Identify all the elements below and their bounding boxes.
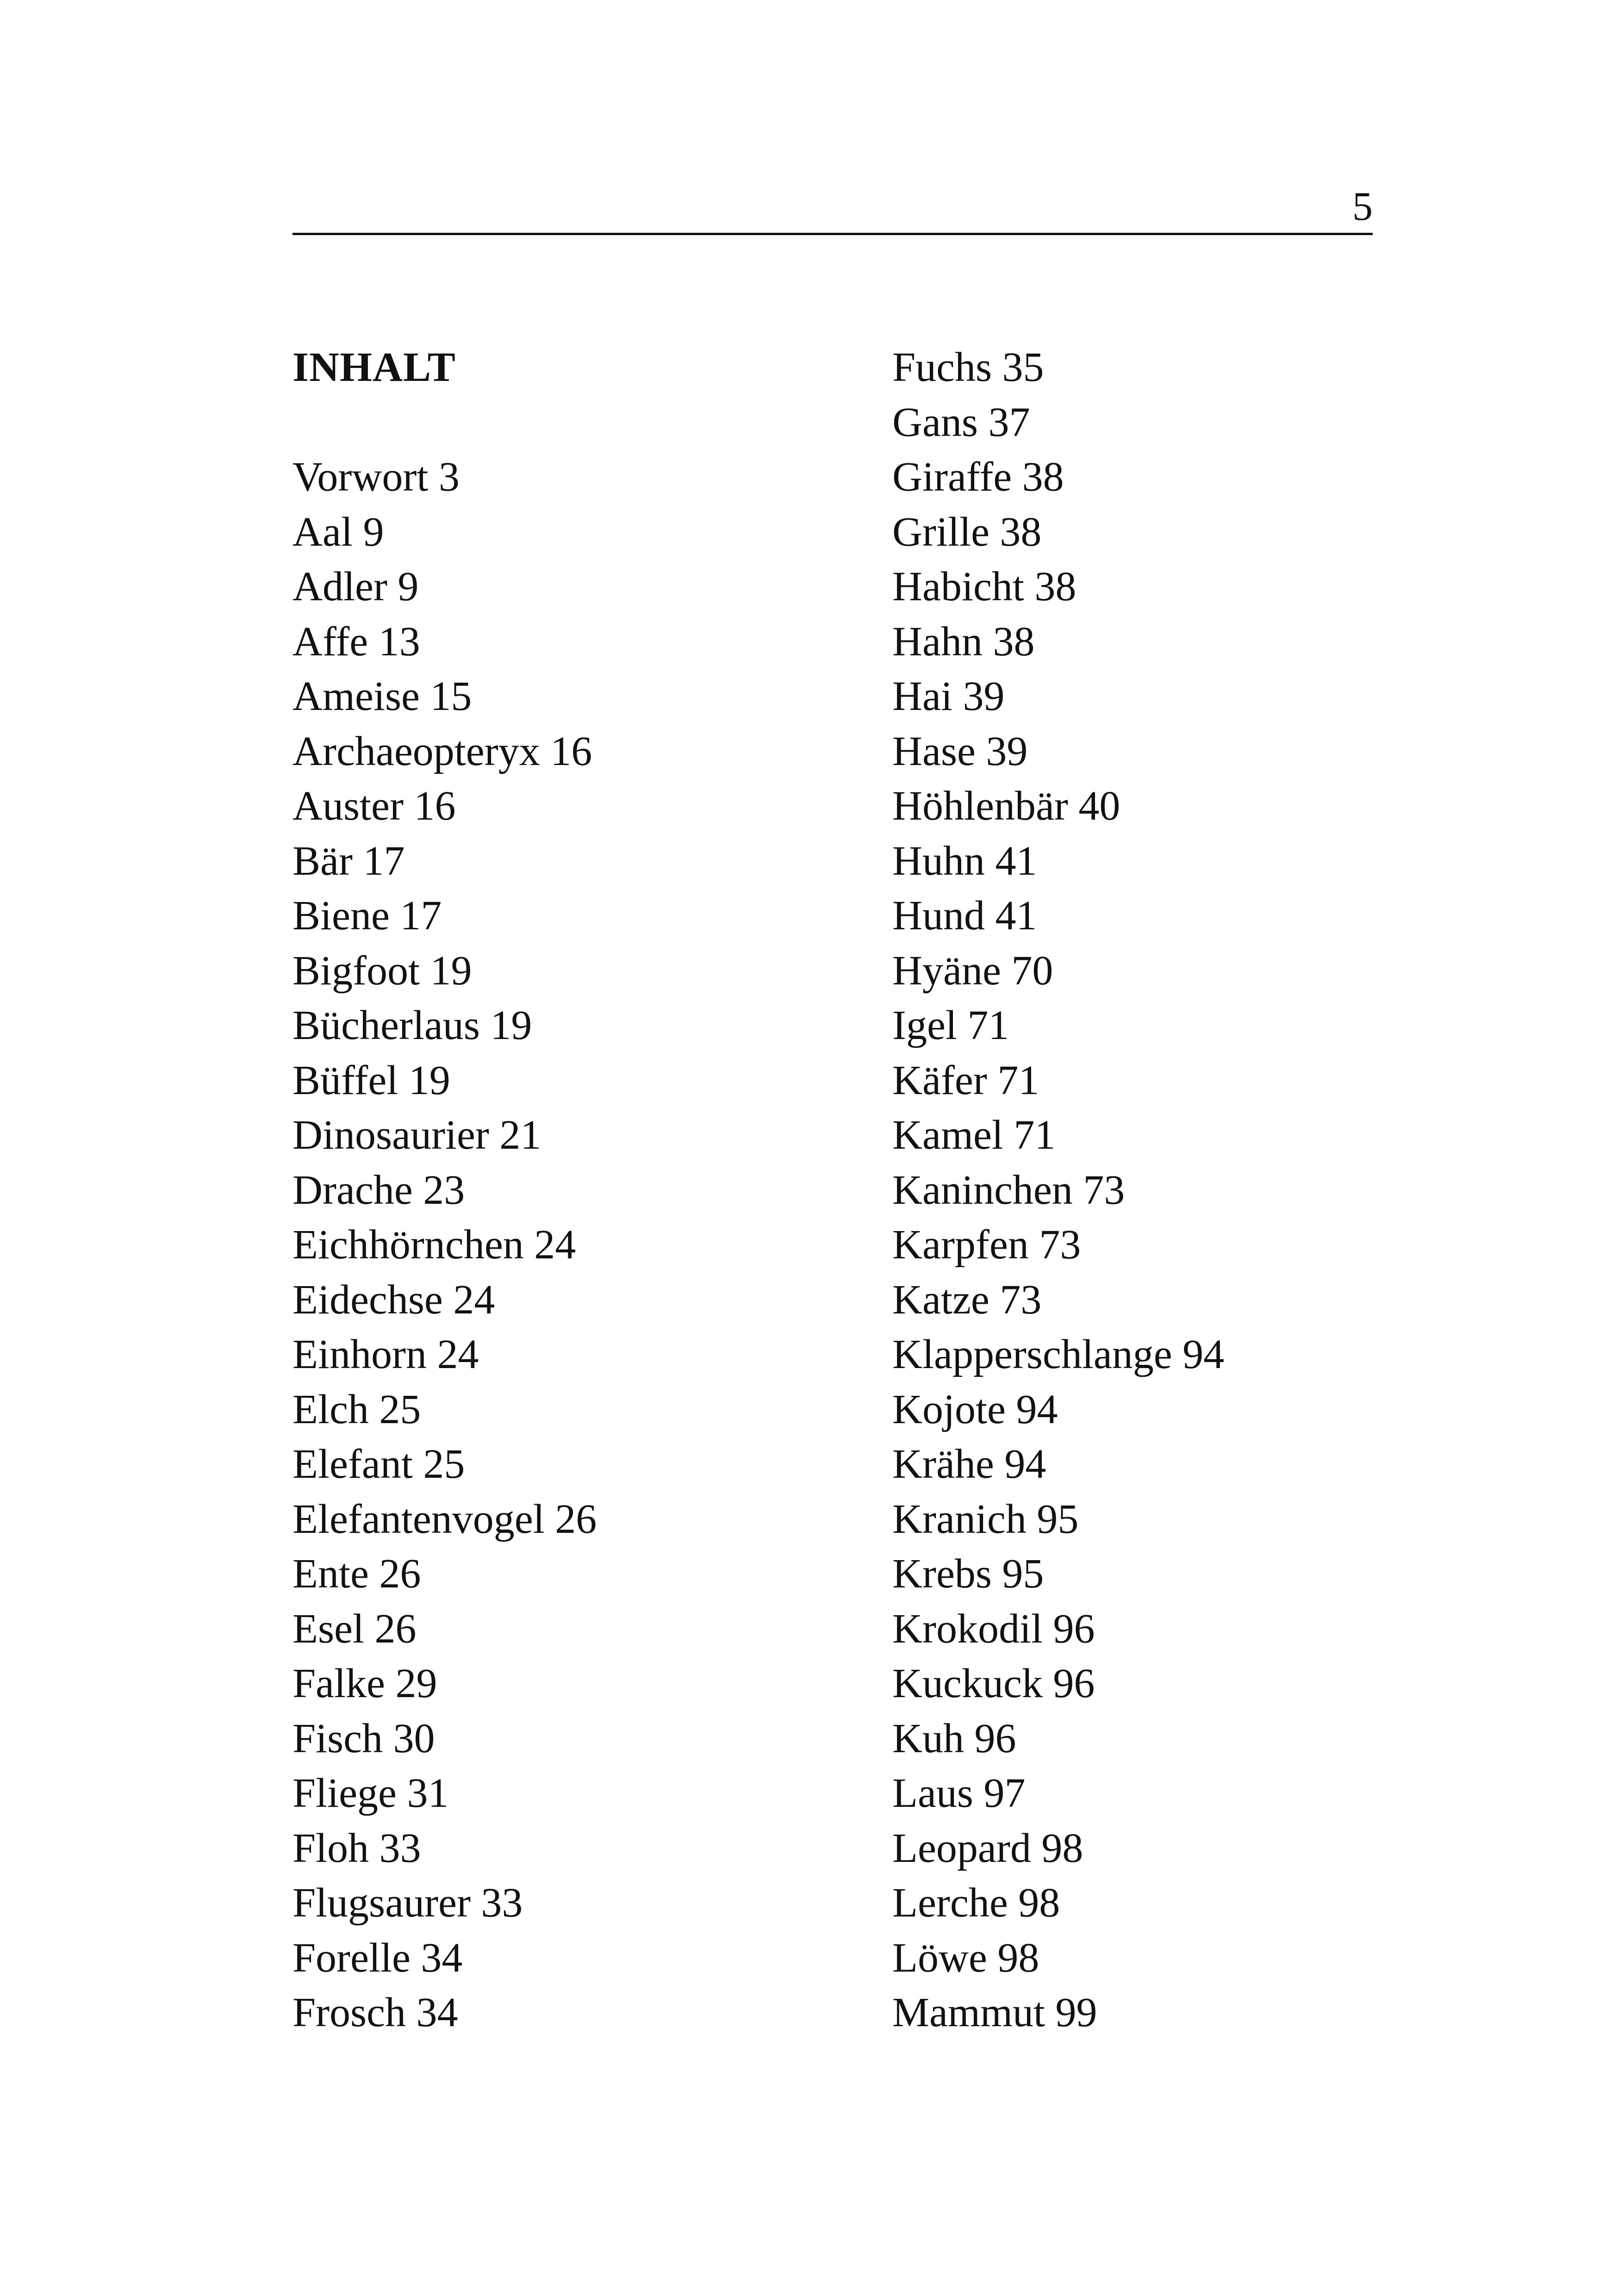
toc-entry: Krokodil 96 — [892, 1605, 1095, 1652]
toc-entry: Kojote 94 — [892, 1386, 1058, 1432]
toc-entry: Elch 25 — [292, 1386, 421, 1432]
toc-entry: Bigfoot 19 — [292, 947, 472, 994]
toc-entry: Drache 23 — [292, 1167, 465, 1213]
toc-entry: Frosch 34 — [292, 1990, 458, 2035]
page-number: 5 — [1352, 184, 1373, 229]
toc-entry: Höhlenbär 40 — [892, 783, 1120, 829]
toc-entry: Fisch 30 — [292, 1715, 435, 1761]
toc-entry: Kranich 95 — [892, 1496, 1079, 1542]
toc-left-column — [292, 340, 597, 2041]
toc-entry: Ameise 15 — [292, 673, 472, 719]
toc-entry: Ente 26 — [292, 1551, 421, 1597]
toc-entry: Forelle 34 — [292, 1935, 463, 1981]
toc-entry: Biene 17 — [292, 893, 442, 939]
toc-entry: Kamel 71 — [892, 1112, 1056, 1158]
header-rule — [292, 233, 1373, 235]
toc-entry: Flugsaurer 33 — [292, 1880, 523, 1926]
toc-entry: Käfer 71 — [892, 1057, 1039, 1103]
toc-entry: Klapperschlange 94 — [892, 1332, 1225, 1377]
toc-entry: Hahn 38 — [892, 618, 1035, 665]
toc-entry: Dinosaurier 21 — [292, 1112, 541, 1158]
toc-entry: Floh 33 — [292, 1825, 421, 1871]
toc-entry: Esel 26 — [292, 1605, 417, 1652]
toc-entry: Aal 9 — [292, 509, 384, 555]
toc-entry: Fuchs 35 — [892, 344, 1044, 390]
toc-entry: Krebs 95 — [892, 1551, 1044, 1597]
toc-right-column — [892, 340, 1224, 2041]
toc-entry: Kuckuck 96 — [892, 1661, 1095, 1706]
toc-entry: Affe 13 — [292, 618, 420, 665]
toc-entry: Falke 29 — [292, 1661, 437, 1706]
toc-entry: Einhorn 24 — [292, 1332, 479, 1377]
toc-entry: Hase 39 — [892, 728, 1028, 774]
toc-entry: Büffel 19 — [292, 1057, 450, 1103]
toc-entry: Bär 17 — [292, 838, 405, 884]
toc-entry: Vorwort 3 — [292, 454, 460, 500]
toc-entry: Katze 73 — [892, 1276, 1042, 1323]
toc-entry: Fliege 31 — [292, 1770, 449, 1816]
toc-entry: Adler 9 — [292, 564, 419, 610]
toc-entry: Hyäne 70 — [892, 947, 1053, 994]
toc-entry: Igel 71 — [892, 1002, 1009, 1048]
toc-entry: Elefantenvogel 26 — [292, 1496, 597, 1542]
toc-entry: Hai 39 — [892, 673, 1005, 719]
heading-spacer — [292, 395, 597, 450]
toc-entry: Krähe 94 — [892, 1441, 1046, 1487]
toc-heading: INHALT — [292, 344, 456, 390]
toc-entry: Lerche 98 — [892, 1880, 1060, 1926]
toc-entry: Habicht 38 — [892, 564, 1077, 610]
toc-entry: Karpfen 73 — [892, 1222, 1081, 1268]
toc-entry: Auster 16 — [292, 783, 456, 829]
toc-entry: Elefant 25 — [292, 1441, 465, 1487]
toc-entry: Gans 37 — [892, 399, 1030, 445]
toc-entry: Archaeopteryx 16 — [292, 728, 592, 774]
toc-entry: Löwe 98 — [892, 1935, 1039, 1981]
toc-entry: Kaninchen 73 — [892, 1167, 1125, 1213]
toc-entry: Huhn 41 — [892, 838, 1037, 884]
toc-entry: Laus 97 — [892, 1770, 1026, 1816]
toc-entry: Mammut 99 — [892, 1990, 1097, 2035]
toc-entry: Giraffe 38 — [892, 454, 1064, 500]
toc-entry: Leopard 98 — [892, 1825, 1083, 1871]
toc-entry: Eidechse 24 — [292, 1276, 495, 1323]
toc-entry: Eichhörnchen 24 — [292, 1222, 576, 1268]
toc-entry: Bücherlaus 19 — [292, 1002, 532, 1048]
toc-entry: Kuh 96 — [892, 1715, 1016, 1761]
toc-entry: Grille 38 — [892, 509, 1042, 555]
toc-entry: Hund 41 — [892, 893, 1037, 939]
